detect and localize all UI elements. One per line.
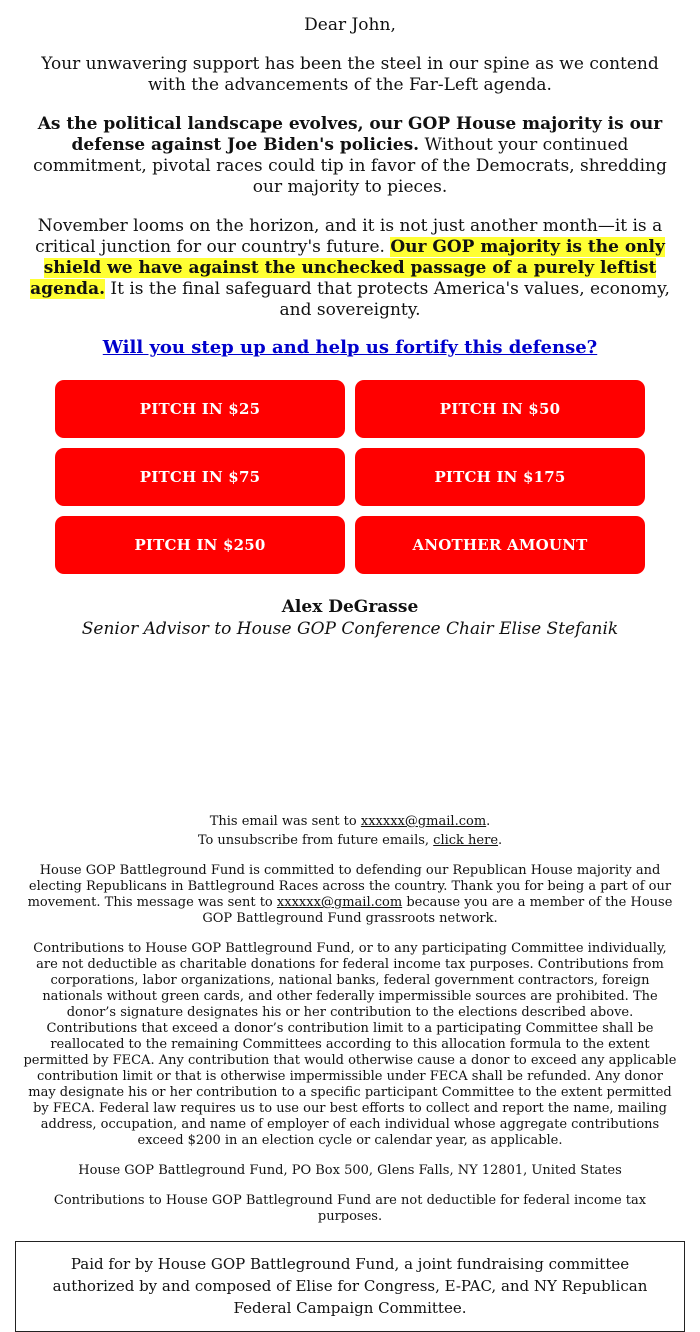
paragraph-2 [22,114,678,198]
pitch-in-250-button[interactable]: PITCH IN $250 [55,516,345,574]
highlighted-text: Our GOP majority is the only shield we have against the unchecked passage of a purely leftist agenda. [30,237,665,299]
legal-disclaimer: Contributions to House GOP Battleground Fund, or to any participating Committee individually, are not deductible as charitable donations for federal income tax purposes. Contributions from corporations, labor organizations, national banks, federal government contractors, foreign nationals without green cards, and other federally impermissible sources are prohibited. The donor’s signature designates his or her contribution to the elections described above. Contributions that exceed a donor’s contribution limit to a participating Committee shall be reallocated to the remaining Committees according to this allocation formula to the extent permitted by FECA. Any contribution that would otherwise cause a donor to exceed any applicable contribution limit or that is otherwise impermissible under FECA shall be refunded. Any donor may designate his or her contribution to a specific participant Committee to the extent permitted by FECA. Federal law requires us to use our best efforts to collect and report the name, mailing address, occupation, and name of employer of each individual whose aggregate contributions exceed $200 in an election cycle or calendar year, as applicable. [23,941,677,1148]
commitment-paragraph [22,863,678,927]
sent-to-suffix: . [486,814,491,829]
another-amount-button[interactable]: ANOTHER AMOUNT [355,516,645,574]
sent-to-line [0,814,700,830]
recipient-email-link[interactable]: xxxxxx@gmail.com [360,814,487,829]
signature-name: Alex DeGrasse [281,597,419,617]
paid-for-box: Paid for by House GOP Battleground Fund, a joint fundraising committee authorized by and composed of Elise for Congress, E-PAC, and NY Republican Federal Campaign Committee. [15,1241,685,1332]
paragraph-3 [22,216,678,321]
greeting: Dear John, [304,15,396,35]
donation-buttons [55,380,645,574]
signature-title: Senior Advisor to House GOP Conference Chair Elise Stefanik [81,619,619,639]
cta-link[interactable]: Will you step up and help us fortify this defense? [102,337,598,358]
paragraph-1: Your unwavering support has been the steel in our spine as we contend with the advancements of the Far-Left agenda. [41,54,659,95]
unsubscribe-label: To unsubscribe from future emails, [197,833,434,848]
pitch-in-175-button[interactable]: PITCH IN $175 [355,448,645,506]
pitch-in-75-button[interactable]: PITCH IN $75 [55,448,345,506]
tax-notice: Contributions to House GOP Battleground Fund are not deductible for federal income tax purposes. [53,1193,647,1224]
commitment-text: House GOP Battleground Fund is committed to defending our Republican House majority and electing Republicans in Battleground Races across the country. Thank you for being a part of our movement. This message was sent to [27,863,672,910]
unsubscribe-suffix: . [498,833,503,848]
pitch-in-25-button[interactable]: PITCH IN $25 [55,380,345,438]
paragraph-2-bold: As the political landscape evolves, our GOP House majority is our defense against Joe Biden's policies. [37,114,663,155]
signature [0,596,700,640]
pitch-in-50-button[interactable]: PITCH IN $50 [355,380,645,438]
unsubscribe-link[interactable]: click here [433,833,499,848]
paragraph-3-end: It is the final safeguard that protects America's values, economy, and sovereignty. [105,279,670,320]
cta-container [0,337,700,358]
commitment-text-end: because you are a member of the House GOP Battleground Fund grassroots network. [202,895,673,926]
paragraph-3-start: November looms on the horizon, and it is not just another month—it is a critical junction for our country's future. [35,216,663,257]
mailing-address: House GOP Battleground Fund, PO Box 500, Glens Falls, NY 12801, United States [78,1163,622,1178]
sent-to-label: This email was sent to [209,814,361,829]
footer-notice [0,814,700,849]
paragraph-2-rest: Without your continued commitment, pivotal races could tip in favor of the Democrats, shredding our majority to pieces. [33,135,667,197]
unsubscribe-line [0,833,700,849]
commitment-email-link[interactable]: xxxxxx@gmail.com [276,895,403,910]
